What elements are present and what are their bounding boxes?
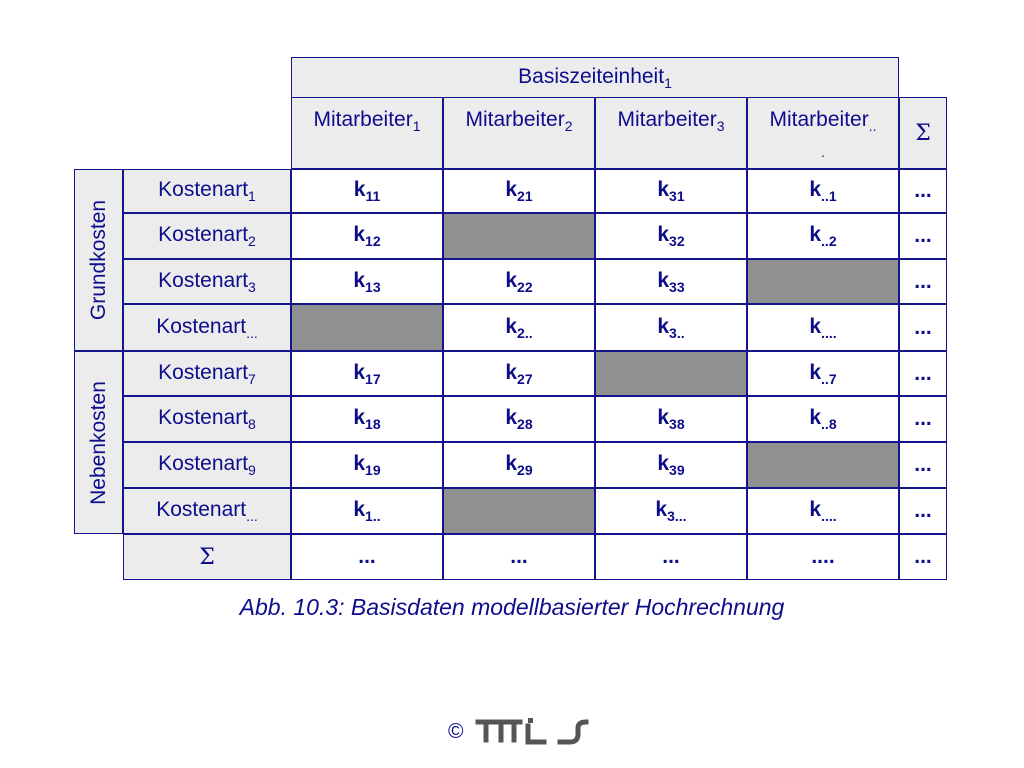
- row-label-4: Kostenart$_{...}$: [123, 304, 291, 351]
- empty-cell: [291, 304, 443, 351]
- header-column-2: Mitarbeiter$_2$: [443, 97, 595, 169]
- header-main: Basiszeiteinheit$_1$: [291, 57, 899, 98]
- copyright-symbol: ©: [448, 720, 464, 743]
- cost-cell: $k_{..7}$: [747, 351, 899, 396]
- cost-cell: $k_{32}$: [595, 213, 747, 259]
- row-sum-cell: ...: [899, 213, 947, 259]
- mis-logo-icon: [474, 712, 594, 752]
- cost-cell: $k_{....}$: [747, 488, 899, 534]
- header-sum: Σ: [899, 97, 947, 169]
- cost-cell: $k_{2..}$: [443, 304, 595, 351]
- row-label-6: Kostenart$_8$: [123, 396, 291, 442]
- empty-cell: [443, 213, 595, 259]
- row-sum-cell: ...: [899, 351, 947, 396]
- sum-row-label: Σ: [123, 534, 291, 580]
- empty-cell: [747, 442, 899, 488]
- group-label-text: Nebenkosten: [86, 380, 110, 505]
- cost-cell: $k_{33}$: [595, 259, 747, 304]
- figure-caption: Abb. 10.3: Basisdaten modellbasierter Hochrechnung: [239, 594, 785, 620]
- row-label-5: Kostenart$_7$: [123, 351, 291, 396]
- cost-cell: $k_{39}$: [595, 442, 747, 488]
- cost-cell: $k_{..2}$: [747, 213, 899, 259]
- cost-cell: $k_{29}$: [443, 442, 595, 488]
- sum-row-cell: ...: [595, 534, 747, 580]
- cost-cell: $k_{13}$: [291, 259, 443, 304]
- cost-cell: $k_{11}$: [291, 169, 443, 213]
- sum-row-cell: ...: [443, 534, 595, 580]
- row-label-1: Kostenart$_1$: [123, 169, 291, 213]
- cost-cell: $k_{17}$: [291, 351, 443, 396]
- cost-cell: $k_{3...}$: [595, 488, 747, 534]
- cost-cell: $k_{38}$: [595, 396, 747, 442]
- cost-cell: $k_{..8}$: [747, 396, 899, 442]
- row-sum-cell: ...: [899, 442, 947, 488]
- empty-cell: [443, 488, 595, 534]
- header-column-4: Mitarbeiter$_{..}$ .: [747, 97, 899, 169]
- row-sum-cell: ...: [899, 259, 947, 304]
- cost-cell: $k_{19}$: [291, 442, 443, 488]
- row-sum-cell: ...: [899, 304, 947, 351]
- row-sum-cell: ...: [899, 488, 947, 534]
- cost-cell: $k_{1..}$: [291, 488, 443, 534]
- empty-cell: [747, 259, 899, 304]
- cost-cell: $k_{31}$: [595, 169, 747, 213]
- cost-cell: $k_{....}$: [747, 304, 899, 351]
- cost-cell: $k_{27}$: [443, 351, 595, 396]
- total-sum-cell: ...: [899, 534, 947, 580]
- header-column-1: Mitarbeiter$_1$: [291, 97, 443, 169]
- row-label-2: Kostenart$_2$: [123, 213, 291, 259]
- row-label-7: Kostenart$_9$: [123, 442, 291, 488]
- row-label-8: Kostenart$_{...}$: [123, 488, 291, 534]
- cost-cell: $k_{3..}$: [595, 304, 747, 351]
- cost-cell: $k_{22}$: [443, 259, 595, 304]
- row-sum-cell: ...: [899, 396, 947, 442]
- cost-cell: $k_{28}$: [443, 396, 595, 442]
- group-label-grundkosten: [74, 169, 123, 351]
- group-label-nebenkosten: [74, 351, 123, 534]
- header-column-dot: .: [821, 144, 825, 160]
- row-sum-cell: ...: [899, 169, 947, 213]
- cost-cell: $k_{12}$: [291, 213, 443, 259]
- row-label-3: Kostenart$_3$: [123, 259, 291, 304]
- sum-row-cell: ...: [291, 534, 443, 580]
- cost-cell: $k_{18}$: [291, 396, 443, 442]
- group-label-text: Grundkosten: [86, 199, 110, 321]
- cost-cell: $k_{21}$: [443, 169, 595, 213]
- empty-cell: [595, 351, 747, 396]
- copyright-footer: [430, 712, 610, 752]
- sum-row-cell: ....: [747, 534, 899, 580]
- cost-cell: $k_{..1}$: [747, 169, 899, 213]
- header-column-3: Mitarbeiter$_3$: [595, 97, 747, 169]
